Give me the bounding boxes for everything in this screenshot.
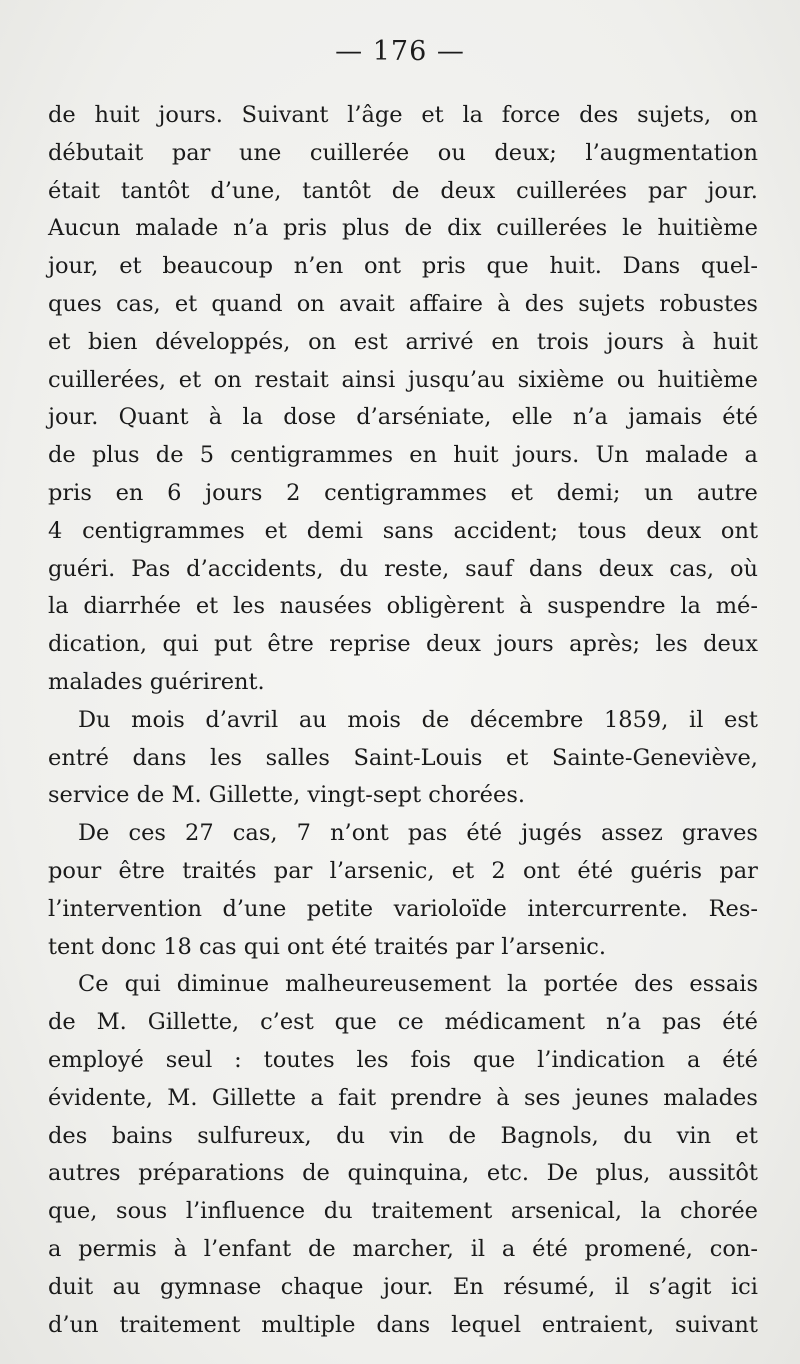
text-line: des bains sulfureux, du vin de Bagnols, du vin et	[48, 1122, 758, 1149]
text-line: évidente, M. Gillette a fait prendre à ses jeunes malades	[48, 1084, 758, 1111]
text-line: cuillerées, et on restait ainsi jusqu’au sixième ou huitième	[48, 366, 758, 393]
text-line: Du mois d’avril au mois de décembre 1859, il est	[78, 706, 758, 733]
text-line: débutait par une cuillerée ou deux; l’augmentation	[48, 139, 758, 166]
text-line: que, sous l’influence du traitement arsenical, la chorée	[48, 1198, 758, 1225]
text-line: d’un traitement multiple dans lequel entraient, suivant	[48, 1311, 758, 1338]
text-line: pris en 6 jours 2 centigrammes et demi; un autre	[48, 479, 758, 506]
text-line: jour, et beaucoup n’en ont pris que huit. Dans quel-	[48, 253, 758, 280]
text-line: de huit jours. Suivant l’âge et la force des sujets, on	[48, 102, 758, 128]
text-line: employé seul : toutes les fois que l’indication a été	[48, 1046, 758, 1073]
text-line: a permis à l’enfant de marcher, il a été promené, con-	[48, 1235, 758, 1262]
text-line: de plus de 5 centigrammes en huit jours. Un malade a	[48, 442, 758, 469]
text-line: et bien développés, on est arrivé en trois jours à huit	[48, 328, 758, 355]
text-line: Aucun malade n’a pris plus de dix cuillerées le huitième	[48, 215, 758, 242]
text-line: pour être traités par l’arsenic, et 2 ont été guéris par	[48, 857, 758, 884]
text-line: entré dans les salles Saint-Louis et Sainte-Geneviève,	[48, 744, 758, 771]
text-line: l’intervention d’une petite varioloïde intercurrente. Res-	[48, 895, 758, 922]
page-number: — 176 —	[335, 36, 465, 67]
text-line: Ce qui diminue malheureusement la portée des essais	[78, 971, 758, 998]
text-line: guéri. Pas d’accidents, du reste, sauf dans deux cas, où	[48, 555, 758, 582]
text-line: de M. Gillette, c’est que ce médicament n’a pas été	[48, 1009, 758, 1036]
text-line: autres préparations de quinquina, etc. De plus, aussitôt	[48, 1160, 758, 1187]
text-line: service de M. Gillette, vingt-sept chorées.	[48, 782, 526, 809]
text-line: était tantôt d’une, tantôt de deux cuillerées par jour.	[48, 177, 758, 204]
text-line: 4 centigrammes et demi sans accident; tous deux ont	[48, 517, 758, 544]
body-text	[48, 97, 758, 1344]
text-line: duit au gymnase chaque jour. En résumé, il s’agit ici	[48, 1273, 758, 1300]
text-line: tent donc 18 cas qui ont été traités par l’arsenic.	[48, 933, 607, 960]
text-line: jour. Quant à la dose d’arséniate, elle n’a jamais été	[48, 404, 758, 431]
text-line: la diarrhée et les nausées obligèrent à suspendre la mé-	[48, 593, 758, 620]
text-line: ques cas, et quand on avait affaire à des sujets robustes	[48, 290, 758, 317]
text-line: malades guérirent.	[48, 668, 265, 695]
text-line: dication, qui put être reprise deux jours après; les deux	[48, 631, 758, 658]
text-line: De ces 27 cas, 7 n’ont pas été jugés assez graves	[78, 820, 758, 847]
